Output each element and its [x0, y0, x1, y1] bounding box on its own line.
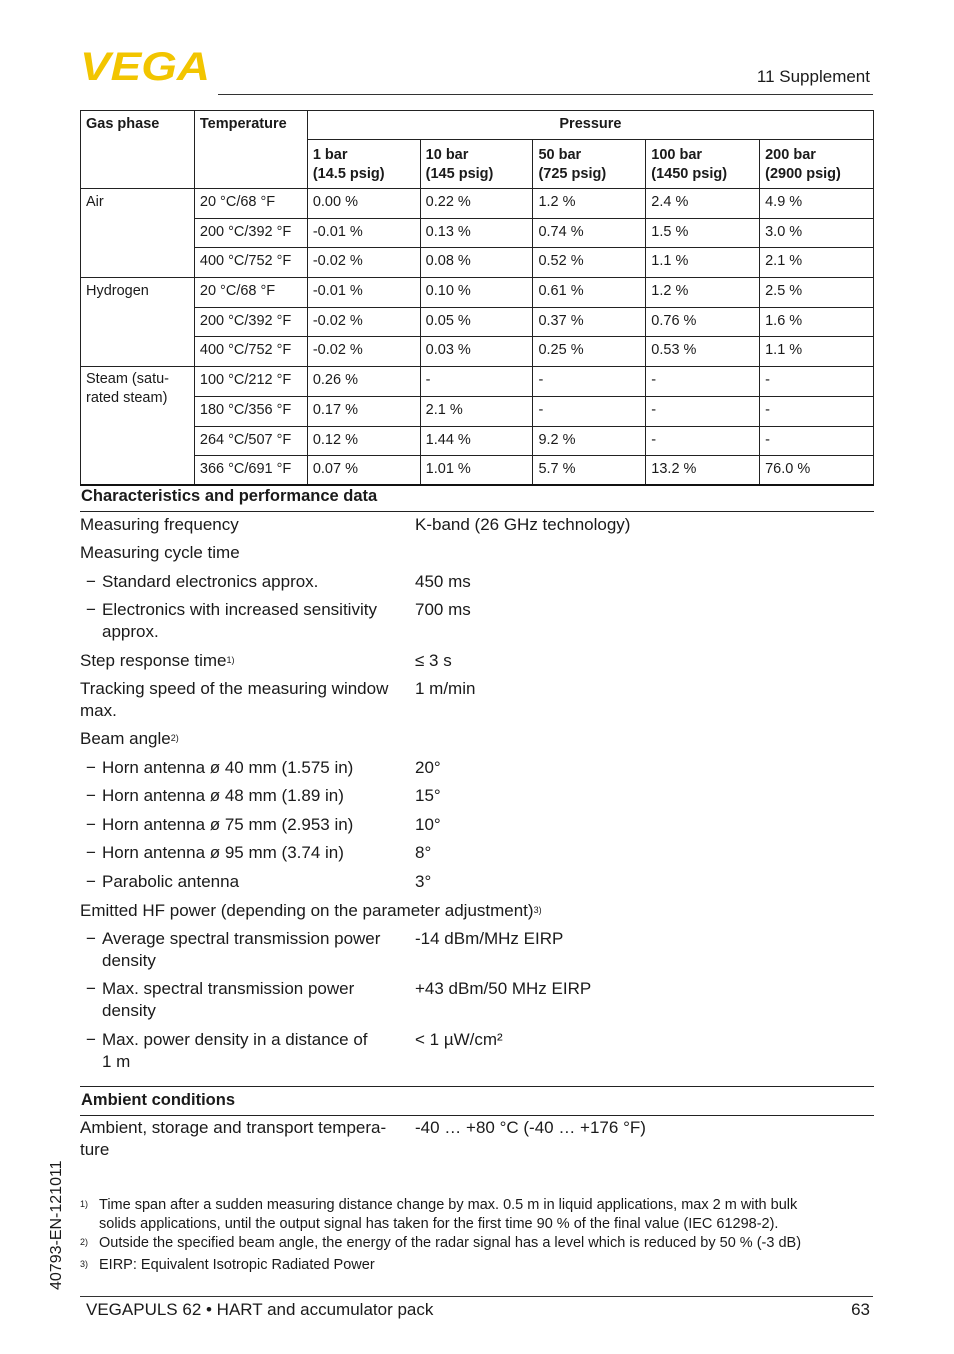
deviation-cell: 13.2 % — [646, 456, 760, 486]
deviation-cell: -0.01 % — [307, 278, 420, 308]
table-row — [81, 278, 874, 308]
deviation-cell: -0.02 % — [307, 337, 420, 367]
spec-label: Max. spectral transmission power density — [102, 979, 355, 1020]
table-row — [81, 307, 874, 337]
deviation-cell: 0.00 % — [307, 189, 420, 219]
footnote-ref: 3) — [533, 905, 542, 915]
temperature-cell: 20 °C/68 °F — [194, 189, 307, 219]
temperature-cell: 400 °C/752 °F — [194, 337, 307, 367]
dash-bullet: − — [86, 843, 96, 862]
deviation-cell: 0.05 % — [420, 307, 533, 337]
deviation-cell: 9.2 % — [533, 426, 646, 456]
spec-value: < 1 µW/cm² — [415, 1030, 503, 1049]
deviation-cell: 1.5 % — [646, 218, 760, 248]
footer-product: VEGAPULS 62 • HART and accumulator pack — [86, 1300, 434, 1319]
dash-bullet: − — [86, 600, 96, 619]
dash-bullet: − — [86, 815, 96, 834]
dash-bullet: − — [86, 979, 96, 998]
footnote-number: 3) — [80, 1259, 89, 1269]
deviation-cell: 1.6 % — [760, 307, 874, 337]
deviation-cell: 2.5 % — [760, 278, 874, 308]
gas-phase-table — [80, 110, 874, 486]
spec-value: 10° — [415, 815, 441, 834]
table-row — [81, 456, 874, 486]
deviation-cell: - — [533, 396, 646, 426]
spec-label: Step response time$^{1)}$ — [80, 651, 235, 670]
deviation-cell: 0.22 % — [420, 189, 533, 219]
dash-bullet: − — [86, 929, 96, 948]
footnote-text: Outside the specified beam angle, the energy of the radar signal has a level which is reduced by 50 % (-3 dB) — [99, 1235, 802, 1251]
deviation-cell: - — [760, 367, 874, 397]
header-pressure-col: 100 bar (1450 psig) — [646, 140, 760, 189]
deviation-cell: 0.53 % — [646, 337, 760, 367]
footer-rule — [80, 1296, 873, 1297]
deviation-cell: - — [420, 367, 533, 397]
deviation-cell: 0.17 % — [307, 396, 420, 426]
temperature-cell: 20 °C/68 °F — [194, 278, 307, 308]
dash-bullet: − — [86, 786, 96, 805]
deviation-cell: 4.9 % — [760, 189, 874, 219]
deviation-cell: 0.76 % — [646, 307, 760, 337]
spec-value: 450 ms — [415, 572, 471, 591]
spec-value: 15° — [415, 786, 441, 805]
spec-label: Measuring frequency — [80, 515, 239, 534]
spec-value: 1 m/min — [415, 679, 476, 698]
deviation-cell: 0.07 % — [307, 456, 420, 486]
temperature-cell: 366 °C/691 °F — [194, 456, 307, 486]
dash-bullet: − — [86, 572, 96, 591]
deviation-cell: 0.10 % — [420, 278, 533, 308]
deviation-cell: -0.02 % — [307, 307, 420, 337]
spec-label: Beam angle$^{2)}$ — [80, 729, 179, 748]
footnote-text: Time span after a sudden measuring distance change by max. 0.5 m in liquid applications, max 2 m with bulk solids applications, until the output signal has taken for the first time 90 % of the final value (IEC 61298-2). — [99, 1197, 798, 1232]
deviation-cell: 3.0 % — [760, 218, 874, 248]
header-pressure: Pressure — [307, 111, 873, 140]
gas-phase-cell: Air — [81, 189, 195, 278]
table-row — [81, 337, 874, 367]
section-title: Characteristics and performance data — [80, 483, 874, 512]
table-row — [81, 367, 874, 397]
deviation-cell: 0.52 % — [533, 248, 646, 278]
deviation-cell: 0.25 % — [533, 337, 646, 367]
header-pressure-col: 1 bar (14.5 psig) — [307, 140, 420, 189]
ambient-section — [80, 1086, 874, 1116]
spec-value: +43 dBm/50 MHz EIRP — [415, 979, 592, 998]
deviation-cell: 1.44 % — [420, 426, 533, 456]
spec-value: 3° — [415, 872, 432, 891]
deviation-cell: - — [760, 426, 874, 456]
deviation-cell: 1.1 % — [646, 248, 760, 278]
spec-label: Electronics with increased sensitivity approx. — [102, 600, 377, 641]
spec-value: K-band (26 GHz technology) — [415, 515, 631, 534]
deviation-cell: 0.12 % — [307, 426, 420, 456]
gas-phase-cell: Steam (satu- rated steam) — [81, 367, 195, 486]
spec-label: Measuring cycle time — [80, 543, 240, 562]
spec-value: 20° — [415, 758, 441, 777]
temperature-cell: 264 °C/507 °F — [194, 426, 307, 456]
deviation-cell: 1.2 % — [646, 278, 760, 308]
deviation-cell: - — [533, 367, 646, 397]
header-pressure-col: 50 bar (725 psig) — [533, 140, 646, 189]
footnote-ref: 1) — [226, 655, 235, 665]
spec-value: -14 dBm/MHz EIRP — [415, 929, 564, 948]
spec-label: Max. power density in a distance of 1 m — [102, 1030, 368, 1071]
deviation-cell: 5.7 % — [533, 456, 646, 486]
deviation-cell: 0.08 % — [420, 248, 533, 278]
spec-label: Average spectral transmission power density — [102, 929, 381, 970]
characteristics-section — [80, 483, 874, 512]
section-label: 11 Supplement — [756, 67, 870, 86]
footnote-text: EIRP: Equivalent Isotropic Radiated Power — [99, 1257, 375, 1273]
deviation-cell: - — [646, 396, 760, 426]
deviation-cell: 0.61 % — [533, 278, 646, 308]
vega-logo — [80, 48, 212, 84]
spec-value: 700 ms — [415, 600, 471, 619]
spec-label: Horn antenna ø 40 mm (1.575 in) — [102, 758, 354, 777]
header-pressure-col: 200 bar (2900 psig) — [760, 140, 874, 189]
spec-label: Standard electronics approx. — [102, 572, 319, 591]
dash-bullet: − — [86, 1030, 96, 1049]
deviation-cell: 2.1 % — [420, 396, 533, 426]
dash-bullet: − — [86, 872, 96, 891]
header-pressure-col: 10 bar (145 psig) — [420, 140, 533, 189]
deviation-cell: -0.01 % — [307, 218, 420, 248]
header-temperature: Temperature — [194, 111, 307, 189]
deviation-cell: 0.03 % — [420, 337, 533, 367]
table-row — [81, 218, 874, 248]
table-row — [81, 396, 874, 426]
table-row — [81, 248, 874, 278]
deviation-cell: - — [646, 426, 760, 456]
spec-label: Tracking speed of the measuring window max. — [80, 679, 389, 720]
spec-label: Horn antenna ø 95 mm (3.74 in) — [102, 843, 344, 862]
temperature-cell: 200 °C/392 °F — [194, 307, 307, 337]
deviation-cell: -0.02 % — [307, 248, 420, 278]
deviation-cell: 76.0 % — [760, 456, 874, 486]
deviation-cell: 2.1 % — [760, 248, 874, 278]
spec-value: -40 … +80 °C (-40 … +176 °F) — [415, 1118, 646, 1137]
page-number: 63 — [851, 1300, 870, 1319]
deviation-cell: 0.26 % — [307, 367, 420, 397]
dash-bullet: − — [86, 758, 96, 777]
deviation-cell: 1.2 % — [533, 189, 646, 219]
spec-value: ≤ 3 s — [415, 651, 452, 670]
gas-phase-cell: Hydrogen — [81, 278, 195, 367]
temperature-cell: 400 °C/752 °F — [194, 248, 307, 278]
table-row — [81, 189, 874, 219]
section-title: Ambient conditions — [80, 1087, 874, 1116]
deviation-cell: 1.01 % — [420, 456, 533, 486]
footnote-number: 2) — [80, 1237, 89, 1247]
deviation-cell: 2.4 % — [646, 189, 760, 219]
spec-label: Horn antenna ø 75 mm (2.953 in) — [102, 815, 354, 834]
deviation-cell: 0.74 % — [533, 218, 646, 248]
temperature-cell: 180 °C/356 °F — [194, 396, 307, 426]
header-rule — [218, 94, 873, 95]
spec-label: Horn antenna ø 48 mm (1.89 in) — [102, 786, 344, 805]
spec-label: Ambient, storage and transport tempera- ture — [80, 1118, 387, 1159]
spec-label: Parabolic antenna — [102, 872, 240, 891]
footnote-number: 1) — [80, 1199, 89, 1209]
logo-text: VEGA — [80, 48, 210, 84]
spec-value: 8° — [415, 843, 432, 862]
table-row — [81, 426, 874, 456]
temperature-cell: 200 °C/392 °F — [194, 218, 307, 248]
deviation-cell: 1.1 % — [760, 337, 874, 367]
spec-label: Emitted HF power (depending on the parameter adjustment)$^{3)}$ — [80, 901, 542, 920]
deviation-cell: 0.37 % — [533, 307, 646, 337]
deviation-cell: - — [646, 367, 760, 397]
gas-table-body — [81, 189, 874, 486]
deviation-cell: - — [760, 396, 874, 426]
footnote-ref: 2) — [170, 733, 179, 743]
header-gas-phase: Gas phase — [81, 111, 195, 189]
document-code: 40793-EN-121011 — [48, 1160, 65, 1290]
temperature-cell: 100 °C/212 °F — [194, 367, 307, 397]
deviation-cell: 0.13 % — [420, 218, 533, 248]
